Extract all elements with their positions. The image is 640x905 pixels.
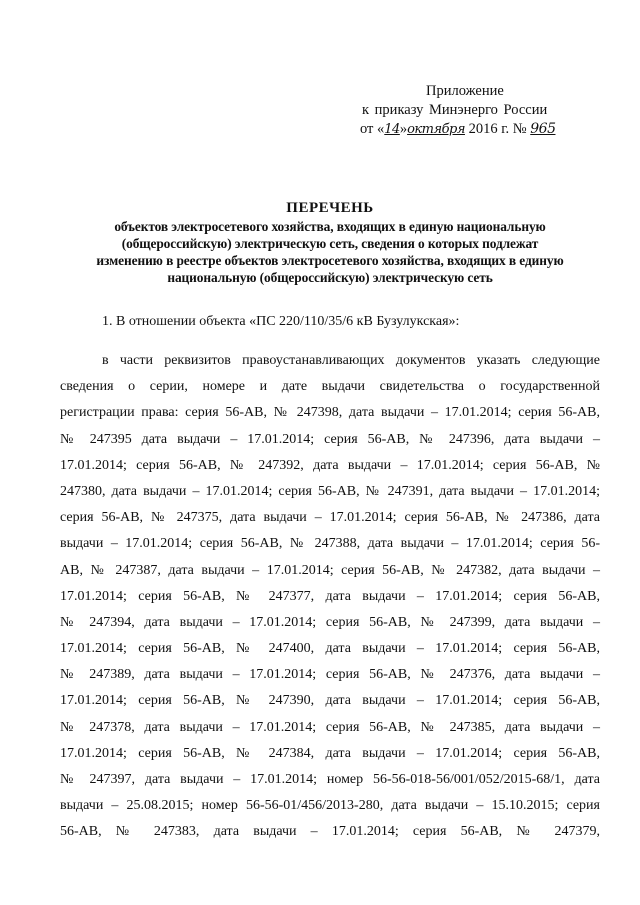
appendix-order-reference: к приказу Минэнерго России [362, 102, 548, 118]
paragraph-line: № 247389, дата выдачи – 17.01.2014; серия 56-АВ, № 247376, дата выдачи – [60, 667, 600, 683]
appendix-header [360, 82, 580, 139]
handwritten-day: 14 [384, 122, 400, 137]
paragraph-line: 17.01.2014; серия 56-АВ, № 247390, дата выдачи – 17.01.2014; серия 56-АВ, [60, 693, 600, 709]
document-body [60, 312, 600, 846]
paragraph-line: 17.01.2014; серия 56-АВ, № 247392, дата выдачи – 17.01.2014; серия 56-АВ, № [60, 457, 600, 473]
paragraph-line: выдачи – 25.08.2015; номер 56-56-01/456/2013-280, дата выдачи – 15.10.2015; серия [60, 798, 600, 814]
paragraph-line: № 247378, дата выдачи – 17.01.2014; серия 56-АВ, № 247385, дата выдачи – [60, 719, 600, 735]
document-title-block [60, 198, 600, 286]
paragraph-line: 17.01.2014; серия 56-АВ, № 247400, дата выдачи – 17.01.2014; серия 56-АВ, [60, 641, 600, 657]
subtitle-line: национальную (общероссийскую) электрическую сеть [167, 270, 493, 285]
paragraph-line: № 247397, дата выдачи – 17.01.2014; номер 56-56-018-56/001/052/2015-68/1, дата [60, 772, 600, 787]
date-quote: » [399, 121, 408, 137]
subtitle-line: (общероссийскую) электрическую сеть, сведения о которых подлежат [121, 236, 539, 251]
subtitle-line: изменению в реестре объектов электросетевого хозяйства, входящих в единую [96, 253, 564, 268]
date-prefix: от « [360, 121, 385, 137]
document-subtitle [60, 218, 600, 286]
item-1-heading: 1. В отношении объекта «ПС 220/110/35/6 кВ Бузулукская»: [102, 314, 460, 329]
handwritten-order-number: 965 [530, 121, 556, 137]
paragraph-line: № 247395 дата выдачи – 17.01.2014; серия 56-АВ, № 247396, дата выдачи – [60, 431, 600, 447]
appendix-label: Приложение [426, 83, 504, 99]
subtitle-line: объектов электросетевого хозяйства, входящих в единую национальную [114, 219, 546, 234]
paragraph-line: 247380, дата выдачи – 17.01.2014; серия 56-АВ, № 247391, дата выдачи – 17.01.2014; [60, 483, 600, 499]
paragraph-line: серия 56-АВ, № 247375, дата выдачи – 17.01.2014; серия 56-АВ, № 247386, дата [60, 510, 600, 526]
paragraph-line: сведения о серии, номере и дате выдачи свидетельства о государственной [60, 379, 600, 395]
paragraph-line: 56-АВ, № 247383, дата выдачи – 17.01.2014; серия 56-АВ, № 247379, [60, 824, 600, 840]
item-1-paragraph [60, 348, 600, 846]
paragraph-line: регистрации права: серия 56-АВ, № 247398, дата выдачи – 17.01.2014; серия 56-АВ, [60, 405, 600, 421]
date-year: 2016 г. № [464, 121, 531, 137]
paragraph-line: 17.01.2014; серия 56-АВ, № 247384, дата выдачи – 17.01.2014; серия 56-АВ, [60, 745, 600, 761]
document-title: ПЕРЕЧЕНЬ [286, 200, 374, 216]
handwritten-month: октября [407, 122, 465, 137]
paragraph-line: № 247394, дата выдачи – 17.01.2014; серия 56-АВ, № 247399, дата выдачи – [60, 614, 600, 630]
paragraph-line: в части реквизитов правоустанавливающих документов указать следующие [102, 353, 600, 368]
appendix-date-number [360, 120, 580, 139]
paragraph-line: 17.01.2014; серия 56-АВ, № 247377, дата выдачи – 17.01.2014; серия 56-АВ, [60, 588, 600, 604]
paragraph-line: АВ, № 247387, дата выдачи – 17.01.2014; серия 56-АВ, № 247382, дата выдачи – [60, 562, 600, 578]
paragraph-line: выдачи – 17.01.2014; серия 56-АВ, № 247388, дата выдачи – 17.01.2014; серия 56- [60, 536, 600, 552]
